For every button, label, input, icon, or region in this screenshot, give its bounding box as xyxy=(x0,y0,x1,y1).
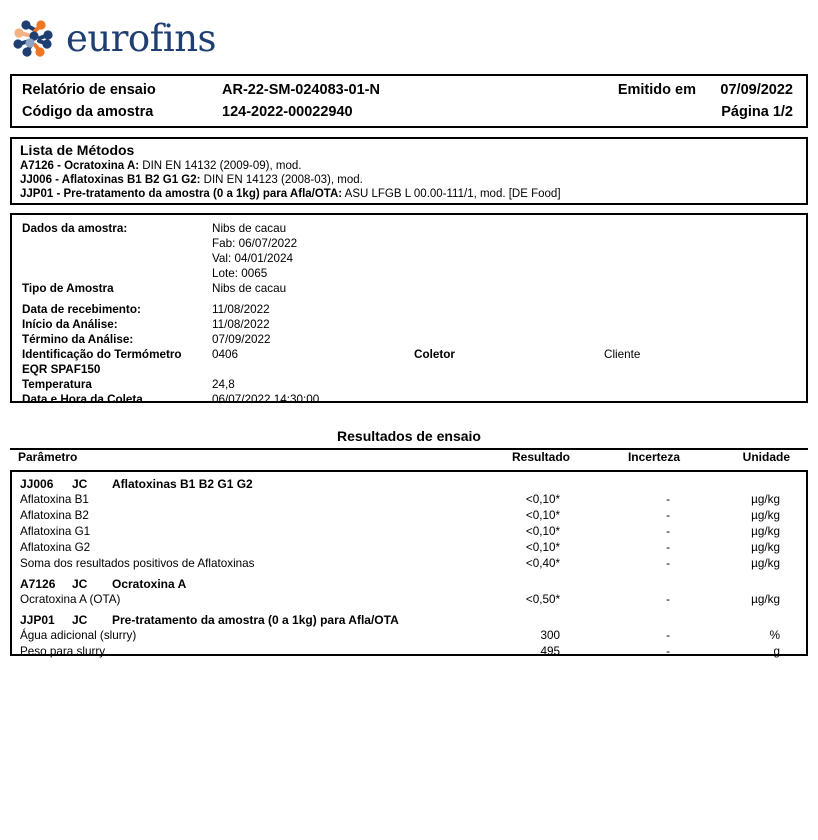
row-uncertainty: - xyxy=(666,541,670,554)
row-result: <0,10* xyxy=(525,509,560,522)
method-desc: DIN EN 14132 (2009-09), mod. xyxy=(142,160,302,172)
group-jc: JC xyxy=(72,477,88,491)
method-desc: DIN EN 14123 (2008-03), mod. xyxy=(203,174,363,186)
report-label: Relatório de ensaio xyxy=(22,82,156,98)
row-result: <0,10* xyxy=(525,493,560,506)
row-uncertainty: - xyxy=(666,493,670,506)
table-row xyxy=(12,645,806,662)
row-parameter: Aflatoxina B1 xyxy=(20,493,89,506)
row-result: <0,40* xyxy=(525,557,560,570)
row-unit: µg/kg xyxy=(751,525,780,538)
group-jc: JC xyxy=(72,577,88,591)
issued-label: Emitido em xyxy=(617,82,696,98)
sample-data-box xyxy=(10,213,808,406)
row-result: <0,50* xyxy=(525,593,560,606)
row-uncertainty: - xyxy=(666,557,670,570)
row-unit: µg/kg xyxy=(751,541,780,554)
method-item xyxy=(20,187,798,201)
row-uncertainty: - xyxy=(666,645,670,658)
results-table-header xyxy=(10,450,808,468)
thermometer-value: 0406 xyxy=(212,348,239,361)
collector-label: Coletor xyxy=(414,348,455,361)
sample-code-label: Código da amostra xyxy=(22,104,154,120)
header-row-sample-code xyxy=(12,104,806,127)
page-number: Página 1/2 xyxy=(721,104,793,120)
row-parameter: Ocratoxina A (OTA) xyxy=(20,593,121,606)
row-unit: g xyxy=(773,645,780,658)
eurofins-logo xyxy=(10,10,310,66)
row-parameter: Aflatoxina G1 xyxy=(20,525,91,538)
eurofins-logo-mark-icon xyxy=(10,16,58,60)
method-desc: ASU LFGB L 00.00-111/1, mod. [DE Food] xyxy=(344,188,561,200)
row-uncertainty: - xyxy=(666,509,670,522)
group-code: A7126 xyxy=(20,577,56,591)
issued-date: 07/09/2022 xyxy=(720,82,793,98)
row-uncertainty: - xyxy=(666,525,670,538)
collector-value: Cliente xyxy=(604,348,641,361)
methods-title: Lista de Métodos xyxy=(20,142,135,158)
group-name: Aflatoxinas B1 B2 G1 G2 xyxy=(112,477,253,491)
row-unit: µg/kg xyxy=(751,493,780,506)
method-item xyxy=(20,173,798,187)
sample-data-line: Fab: 06/07/2022 xyxy=(212,237,298,250)
sample-code-value: 124-2022-00022940 xyxy=(222,104,353,120)
analysis-start-value: 11/08/2022 xyxy=(212,318,270,331)
received-date-value: 11/08/2022 xyxy=(212,303,270,316)
received-date-label: Data de recebimento: xyxy=(22,303,141,316)
thermometer-label-line2: EQR SPAF150 xyxy=(22,363,101,376)
table-row xyxy=(12,509,806,526)
method-item xyxy=(20,159,798,173)
result-group-header xyxy=(12,577,806,594)
table-row xyxy=(12,541,806,558)
sample-data-line: Val: 04/01/2024 xyxy=(212,252,294,265)
table-row xyxy=(12,525,806,542)
collection-datetime-value: 06/07/2022 14:30:00 xyxy=(212,393,320,406)
row-result: <0,10* xyxy=(525,541,560,554)
row-unit: µg/kg xyxy=(751,509,780,522)
analysis-start-label: Início da Análise: xyxy=(22,318,118,331)
thermometer-label: Identificação do Termómetro xyxy=(22,348,182,361)
row-parameter: Aflatoxina B2 xyxy=(20,509,89,522)
report-number: AR-22-SM-024083-01-N xyxy=(222,82,380,98)
row-unit: µg/kg xyxy=(751,557,780,570)
eurofins-wordmark: eurofins xyxy=(66,16,217,60)
table-row xyxy=(12,557,806,574)
column-header-uncertainty: Incerteza xyxy=(627,450,680,464)
method-code: JJ006 - Aflatoxinas B1 B2 G1 G2: xyxy=(20,174,201,186)
method-code: JJP01 - Pre-tratamento da amostra (0 a 1kg) para Afla/OTA: xyxy=(20,188,343,200)
column-header-parameter: Parâmetro xyxy=(18,450,78,464)
group-code: JJ006 xyxy=(20,477,54,491)
row-result: <0,10* xyxy=(525,525,560,538)
group-jc: JC xyxy=(72,613,88,627)
result-group-header xyxy=(12,613,806,630)
row-parameter: Aflatoxina G2 xyxy=(20,541,91,554)
temperature-value: 24,8 xyxy=(212,378,235,391)
group-name: Ocratoxina A xyxy=(112,577,187,591)
table-row xyxy=(12,629,806,646)
methods-box xyxy=(10,137,808,205)
row-result: 300 xyxy=(540,629,560,642)
row-unit: µg/kg xyxy=(751,593,780,606)
method-code: A7126 - Ocratoxina A: xyxy=(20,160,140,172)
group-name: Pre-tratamento da amostra (0 a 1kg) para Afla/OTA xyxy=(112,613,399,627)
row-result: 495 xyxy=(540,645,560,658)
results-table-body xyxy=(10,470,808,656)
result-group-header xyxy=(12,477,806,494)
row-uncertainty: - xyxy=(666,593,670,606)
analysis-end-value: 07/09/2022 xyxy=(212,333,271,346)
column-header-result: Resultado xyxy=(511,450,570,464)
row-parameter: Soma dos resultados positivos de Aflatoxinas xyxy=(20,557,255,570)
sample-type-value: Nibs de cacau xyxy=(212,282,287,295)
table-row xyxy=(12,593,806,610)
sample-type-label: Tipo de Amostra xyxy=(22,282,114,295)
column-header-unit: Unidade xyxy=(742,450,790,464)
table-row xyxy=(12,493,806,510)
report-header-box xyxy=(10,74,808,128)
row-parameter: Peso para slurry xyxy=(20,645,106,658)
group-code: JJP01 xyxy=(20,613,55,627)
sample-data-label: Dados da amostra: xyxy=(22,222,128,235)
row-uncertainty: - xyxy=(666,629,670,642)
analysis-end-label: Término da Análise: xyxy=(22,333,134,346)
results-title: Resultados de ensaio xyxy=(337,428,481,444)
temperature-label: Temperatura xyxy=(22,378,92,391)
row-unit: % xyxy=(769,629,780,642)
header-row-report xyxy=(12,82,806,105)
collection-datetime-label: Data e Hora da Coleta xyxy=(22,393,143,406)
sample-data-line: Lote: 0065 xyxy=(212,267,268,280)
sample-data-line: Nibs de cacau xyxy=(212,222,287,235)
row-parameter: Água adicional (slurry) xyxy=(20,629,137,642)
